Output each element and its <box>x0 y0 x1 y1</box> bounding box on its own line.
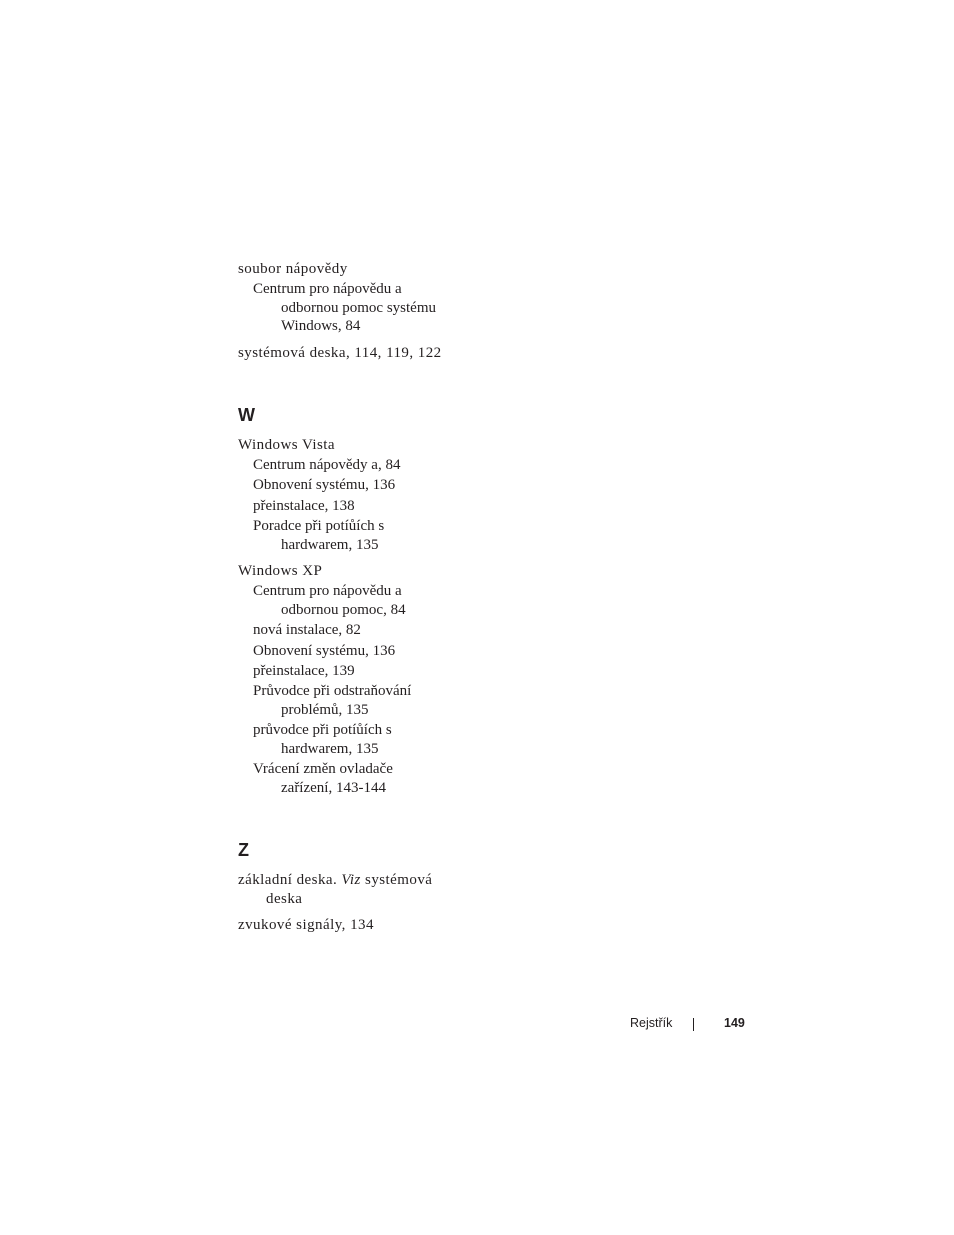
index-subterm: Centrum pro nápovědu a <box>253 583 402 599</box>
section-heading-w: W <box>238 405 255 425</box>
section-heading-z: Z <box>238 840 249 860</box>
index-subterm: Vrácení změn ovladače <box>253 761 393 777</box>
index-term-windows-xp: Windows XP <box>238 563 323 579</box>
index-subterm: Obnovení systému, 136 <box>253 477 396 493</box>
index-subterm: přeinstalace, 138 <box>253 498 355 514</box>
index-term-soubor-napovedy: soubor nápovědy <box>238 261 348 277</box>
index-subterm-continuation: zařízení, 143-144 <box>281 780 386 796</box>
index-term-windows-vista: Windows Vista <box>238 437 335 453</box>
index-subterm: průvodce při potíůích s <box>253 722 392 738</box>
index-subterm-continuation: odbornou pomoc systému <box>281 300 436 316</box>
index-subterm-continuation: hardwarem, 135 <box>281 741 379 757</box>
index-subterm: přeinstalace, 139 <box>253 663 355 679</box>
index-subterm: Průvodce při odstraňování <box>253 683 412 699</box>
index-subterm: nová instalace, 82 <box>253 622 361 638</box>
index-subterm-continuation: odbornou pomoc, 84 <box>281 602 406 618</box>
index-term-systemova-deska: systémová deska, 114, 119, 122 <box>238 345 442 361</box>
see-reference-target: systémová <box>360 872 433 888</box>
index-term-zakladni-deska <box>238 871 432 890</box>
see-reference: Viz <box>341 872 361 888</box>
footer-section-name: Rejstřík <box>630 1016 673 1030</box>
index-subterm-continuation: problémů, 135 <box>281 702 369 718</box>
index-subterm: Centrum pro nápovědu a <box>253 281 402 297</box>
index-subterm: Obnovení systému, 136 <box>253 643 396 659</box>
index-subterm: Poradce při potíůích s <box>253 518 385 534</box>
page-number: 149 <box>724 1016 745 1030</box>
index-term-text: základní deska. <box>238 872 342 888</box>
index-subterm-continuation: hardwarem, 135 <box>281 537 379 553</box>
index-term-zvukove-signaly: zvukové signály, 134 <box>238 917 374 933</box>
index-subterm: Centrum nápovědy a, 84 <box>253 457 401 473</box>
footer-divider <box>693 1018 694 1031</box>
index-term-continuation: deska <box>266 891 303 907</box>
index-subterm-continuation: Windows, 84 <box>281 318 361 334</box>
